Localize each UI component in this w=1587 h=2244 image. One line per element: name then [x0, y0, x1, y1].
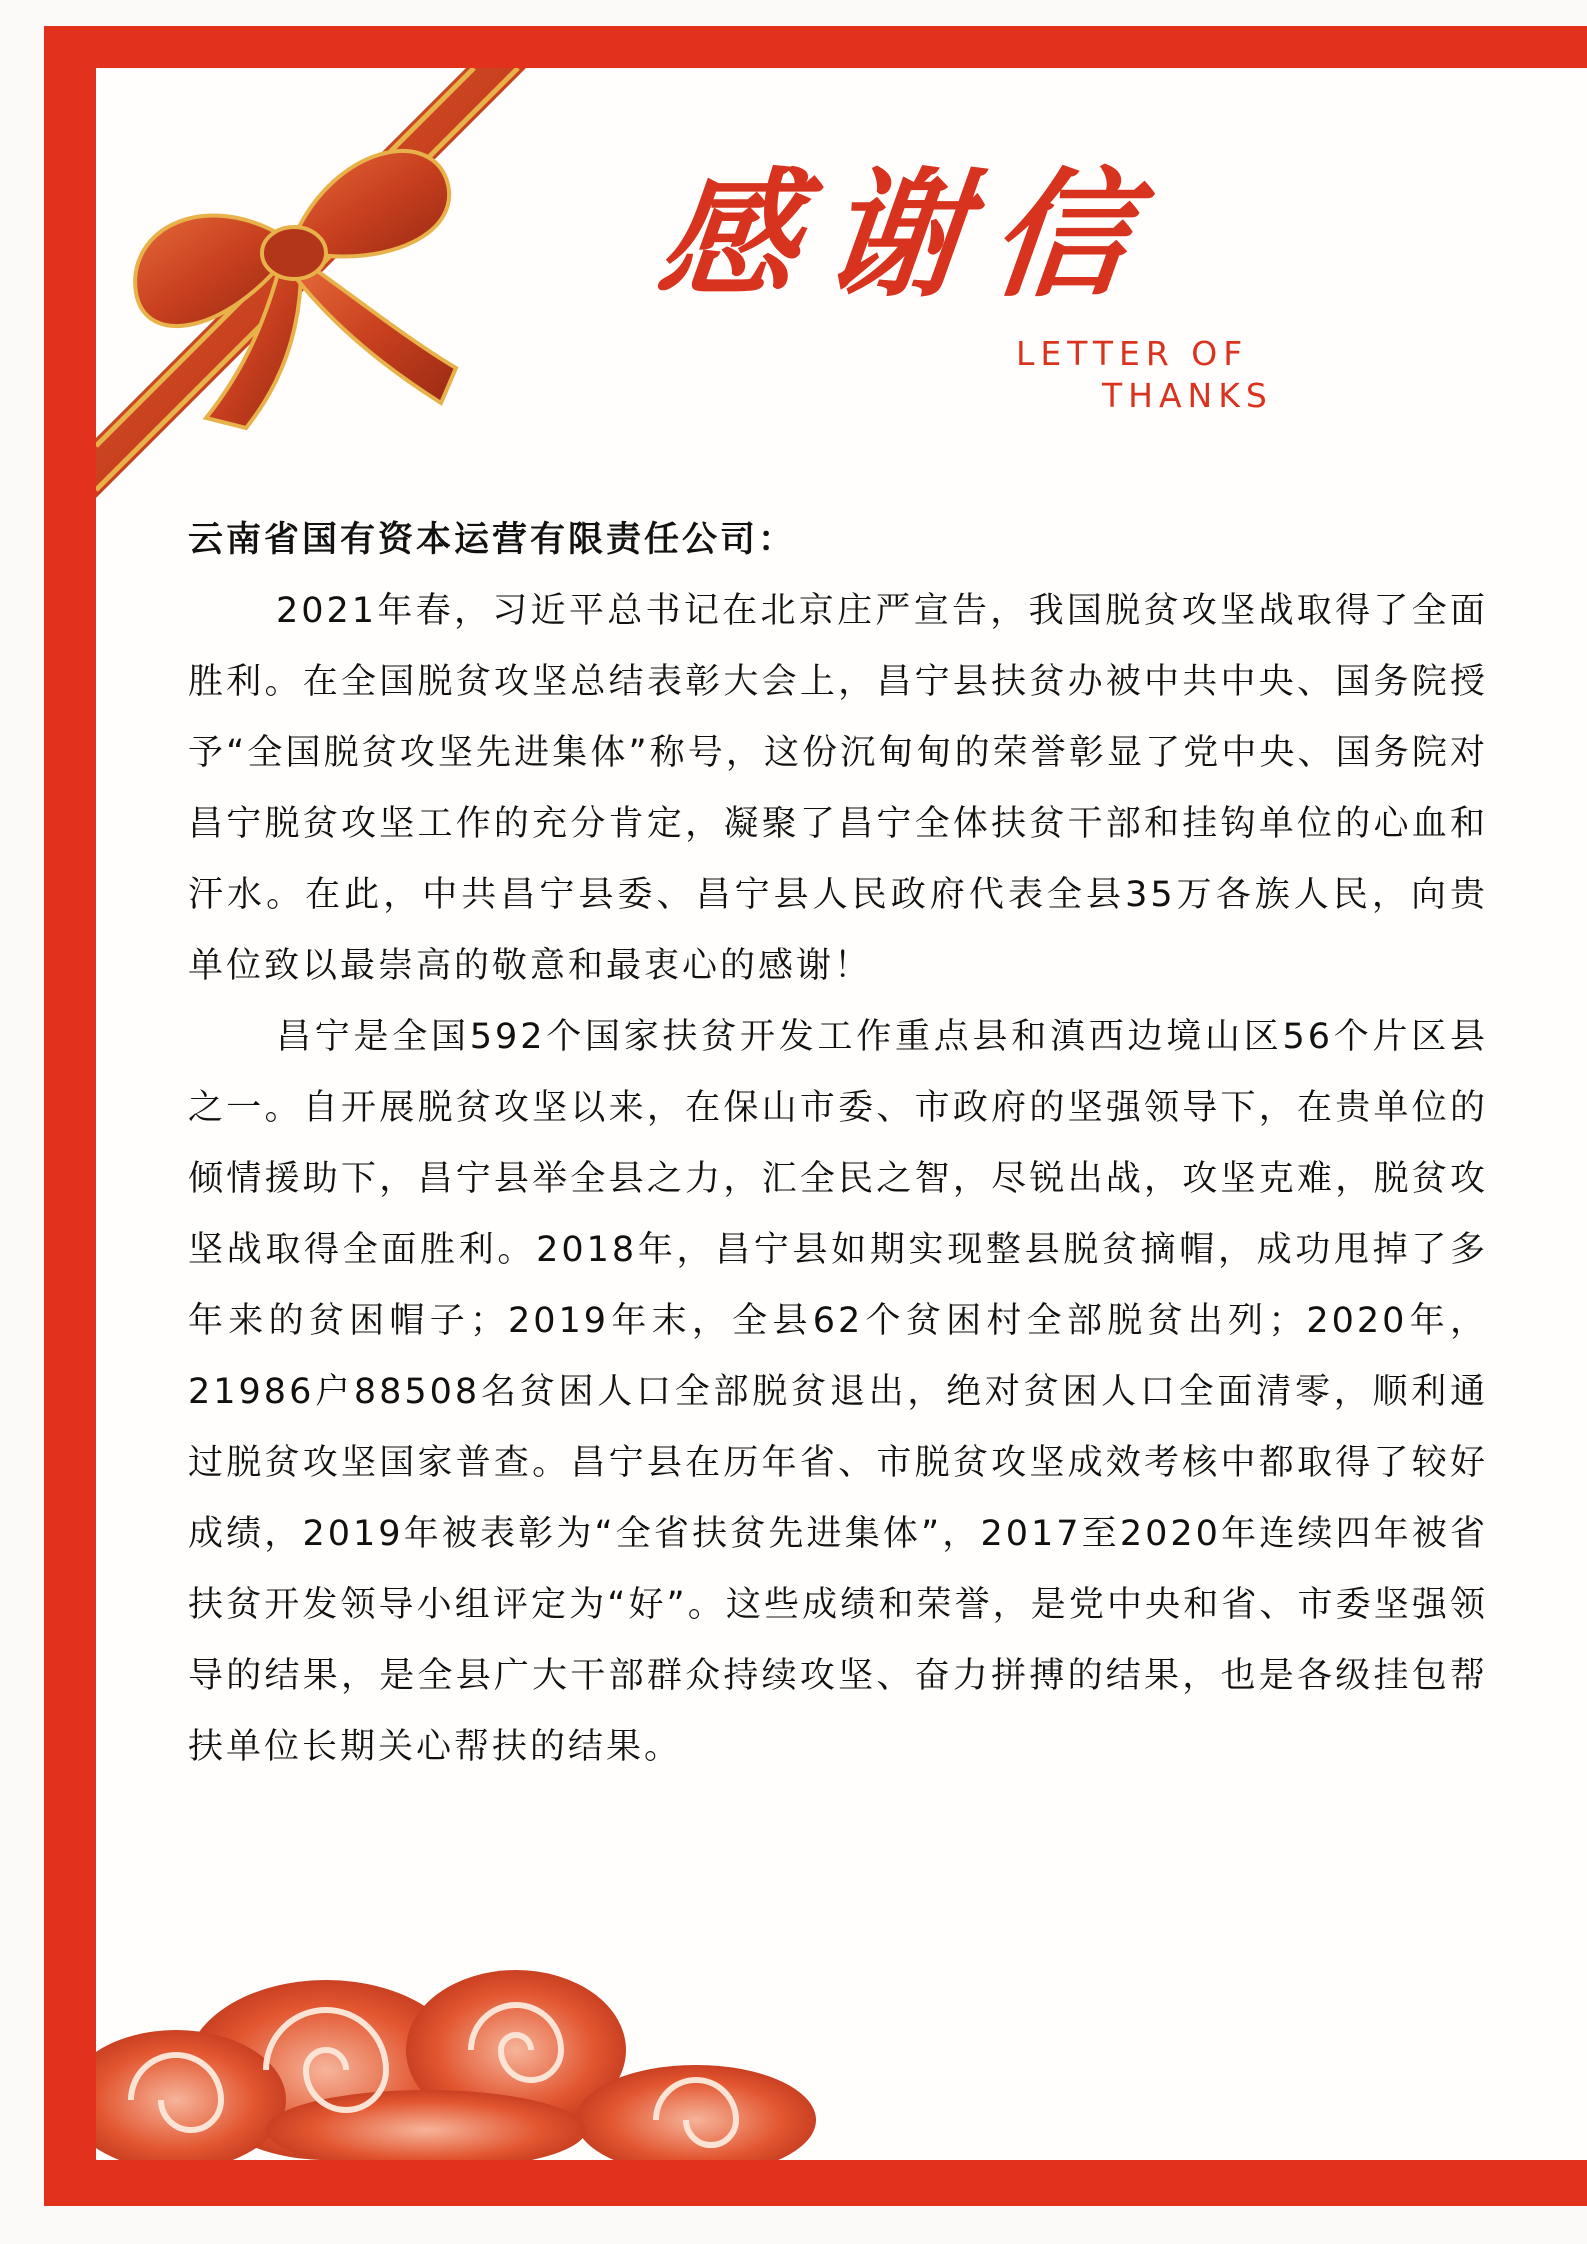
ribbon-bow-decoration — [96, 68, 556, 508]
paragraph-2: 昌宁是全国592个国家扶贫开发工作重点县和滇西边境山区56个片区县之一。自开展脱贫攻坚以来，在保山市委、市政府的坚强领导下，在贵单位的倾情援助下，昌宁县举全县之力，汇全民之智，尽锐出战，攻坚克难，脱贫攻坚战取得全面胜利。2018年，昌宁县如期实现整县脱贫摘帽，成功甩掉了多年来的贫困帽子；2019年末，全县62个贫困村全部脱贫出列；2020年，21986户88508名贫困人口全部脱贫退出，绝对贫困人口全面清零，顺利通过脱贫攻坚国家普查。昌宁县在历年省、市脱贫攻坚成效考核中都取得了较好成绩，2019年被表彰为“全省扶贫先进集体”，2017至2020年连续四年被省扶贫开发领导小组评定为“好”。这些成绩和荣誉，是党中央和省、市委坚强领导的结果，是全县广大干部群众持续攻坚、奋力拼搏的结果，也是各级挂包帮扶单位长期关心帮扶的结果。 — [188, 1017, 1488, 1767]
letter-body — [188, 505, 1488, 1783]
salutation: 云南省国有资本运营有限责任公司： — [188, 520, 797, 560]
letter-title: 感谢信 — [651, 153, 1167, 316]
letter-subtitle — [1016, 333, 1273, 417]
subtitle-line-1: LETTER OF — [1016, 334, 1249, 373]
paragraph-1: 2021年春，习近平总书记在北京庄严宣告，我国脱贫攻坚战取得了全面胜利。在全国脱贫攻坚总结表彰大会上，昌宁县扶贫办被中共中央、国务院授予“全国脱贫攻坚先进集体”称号，这份沉甸甸的荣誉彰显了党中央、国务院对昌宁脱贫攻坚工作的充分肯定，凝聚了昌宁全体扶贫干部和挂钩单位的心血和汗水。在此，中共昌宁县委、昌宁县人民政府代表全县35万各族人民，向贵单位致以最崇高的敬意和最衷心的感谢！ — [188, 591, 1488, 986]
auspicious-clouds-decoration — [96, 1930, 996, 2160]
subtitle-line-2: THANKS — [1102, 376, 1273, 415]
